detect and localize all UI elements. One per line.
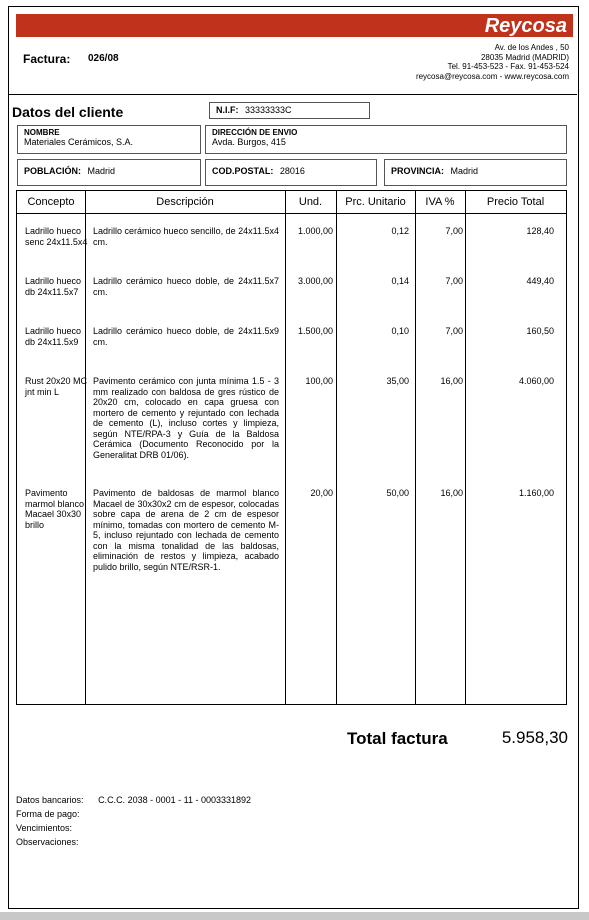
bank-details <box>16 795 251 805</box>
column-divider <box>85 191 86 704</box>
company-info <box>416 43 569 81</box>
invoice-total-label: Total factura <box>347 729 448 748</box>
row-unit-price: 50,00 <box>386 488 409 498</box>
row-concept: Ladrillo hueco db 24x11.5x7 <box>25 276 82 297</box>
company-contact: reycosa@reycosa.com - www.reycosa.com <box>415 71 569 81</box>
column-divider <box>465 191 466 704</box>
city-box <box>17 159 201 186</box>
brand-header-bar <box>16 14 573 37</box>
province-value: Madrid <box>450 166 479 176</box>
invoice-number: 026/08 <box>88 53 119 64</box>
header-units: Und. <box>298 196 323 208</box>
row-unit-price: 0,12 <box>391 226 409 236</box>
row-total: 1.160,00 <box>518 488 554 498</box>
due-dates-label: Vencimientos: <box>16 823 73 833</box>
bottom-scroll-strip <box>0 912 589 920</box>
notes-label: Observaciones: <box>16 837 79 847</box>
row-vat: 7,00 <box>445 326 463 336</box>
row-total: 4.060,00 <box>518 376 554 386</box>
row-units: 1.500,00 <box>297 326 333 336</box>
column-divider <box>336 191 337 704</box>
shipping-address-label: DIRECCIÓN DE ENVIO <box>212 128 298 137</box>
row-unit-price: 0,10 <box>391 326 409 336</box>
header-vat: IVA % <box>425 196 455 208</box>
header-divider <box>9 94 577 95</box>
row-description: Ladrillo cerámico hueco doble, de 24x11.5x9 cm. <box>93 326 279 347</box>
header-unit-price: Prc. Unitario <box>345 196 406 208</box>
header-row-divider <box>17 213 566 214</box>
company-address-line1: Av. de los Andes , 50 <box>494 43 569 52</box>
client-name-box <box>17 125 201 154</box>
province-label: PROVINCIA: <box>391 166 445 176</box>
nif-box <box>209 102 370 119</box>
row-concept: Ladrillo hueco senc 24x11.5x4 <box>25 226 88 247</box>
invoice-page <box>8 6 579 909</box>
city-value: Madrid <box>87 166 116 176</box>
shipping-address-box <box>205 125 567 154</box>
row-description: Ladrillo cerámico hueco sencillo, de 24x11.5x4 cm. <box>93 226 279 247</box>
company-address-line2: 28035 Madrid (MADRID) <box>480 52 569 62</box>
brand-name: Reycosa <box>484 15 567 37</box>
row-unit-price: 35,00 <box>386 376 409 386</box>
row-description: Pavimento cerámico con junta mínima 1.5 - 3 mm realizado con baldosa de gres rústico de 20x20 cm, colocado en capa gruesa con mortero de cemento y rejuntado con lechada de cemento (L), incluso cortes y limpieza, según NTE/RPA-3 y Guía de la Baldosa Cerámica (Documento Reconocido por la Generalitat DRB 01/06). <box>93 376 279 460</box>
invoice-label: Factura: <box>23 52 71 66</box>
postal-code-label: COD.POSTAL: <box>212 166 274 176</box>
row-units: 1.000,00 <box>297 226 333 236</box>
row-total: 449,40 <box>526 276 554 286</box>
header-description: Descripción <box>156 196 214 208</box>
province-box <box>384 159 567 186</box>
company-phones: Tel. 91-453-523 - Fax. 91-453-524 <box>447 62 569 71</box>
nif-value: 33333333C <box>245 105 292 115</box>
column-divider <box>285 191 286 704</box>
row-vat: 7,00 <box>445 226 463 236</box>
row-vat: 7,00 <box>445 276 463 286</box>
row-vat: 16,00 <box>440 488 463 498</box>
row-unit-price: 0,14 <box>391 276 409 286</box>
header-concept: Concepto <box>27 196 75 208</box>
shipping-address: Avda. Burgos, 415 <box>212 137 286 147</box>
payment-method-label: Forma de pago: <box>16 809 80 819</box>
row-units: 100,00 <box>305 376 333 386</box>
row-total: 160,50 <box>526 326 554 336</box>
postal-code-box <box>205 159 377 186</box>
row-description: Pavimento de baldosas de marmol blanco Macael de 30x30x2 cm de espesor, colocadas sobre capa de arena de 2 cm de espesor mínimo, tomadas con mortero de cemento M-5, incluso rejuntado con lechada de cemento con la misma tonalidad de las baldosas, eliminación de restos y limpieza, acabado pulido brillo, según NTE/RSR-1. <box>93 488 279 572</box>
row-vat: 16,00 <box>440 376 463 386</box>
invoice-total-value: 5.958,30 <box>501 728 568 747</box>
row-description: Ladrillo cerámico hueco doble, de 24x11.5x7 cm. <box>93 276 279 297</box>
client-name: Materiales Cerámicos, S.A. <box>24 137 134 147</box>
row-units: 20,00 <box>310 488 333 498</box>
bank-label: Datos bancarios: <box>16 795 84 805</box>
nif-label: N.I.F: <box>216 105 239 115</box>
row-total: 128,40 <box>526 226 554 236</box>
row-units: 3.000,00 <box>297 276 333 286</box>
bank-account: C.C.C. 2038 - 0001 - 11 - 0003331892 <box>98 795 251 805</box>
invoice-lines-table <box>16 190 567 705</box>
row-concept: Rust 20x20 MC jnt min L <box>25 376 88 397</box>
header-total: Precio Total <box>486 196 545 208</box>
row-concept: Pavimento marmol blanco Macael 30x30 brillo <box>25 488 85 530</box>
client-section-title: Datos del cliente <box>12 104 124 120</box>
city-label: POBLACIÓN: <box>24 166 81 176</box>
client-name-label: NOMBRE <box>24 128 60 137</box>
column-divider <box>415 191 416 704</box>
postal-code-value: 28016 <box>279 166 305 176</box>
row-concept: Ladrillo hueco db 24x11.5x9 <box>25 326 82 347</box>
